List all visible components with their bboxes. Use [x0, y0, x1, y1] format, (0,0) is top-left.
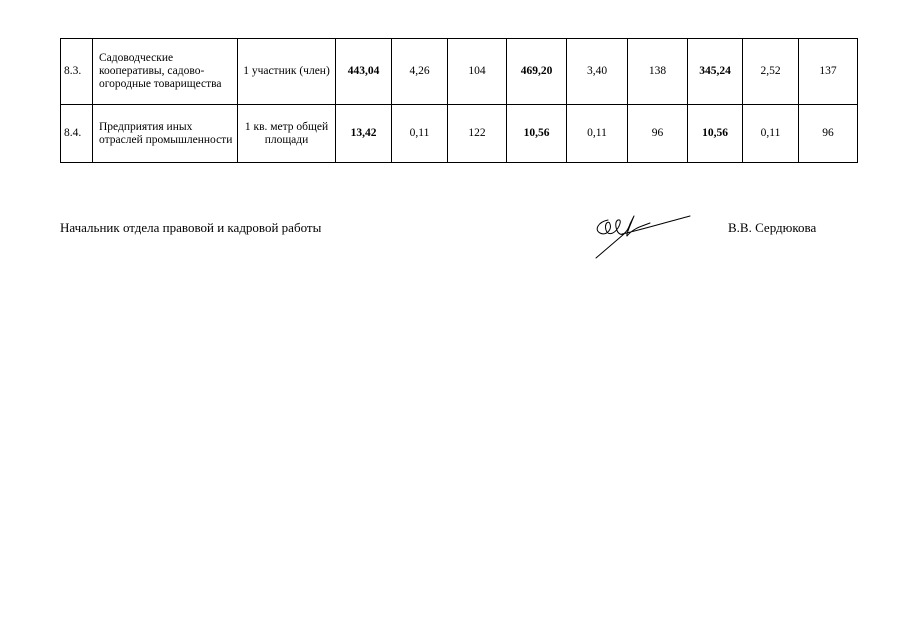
- value-cell: 0,11: [392, 105, 448, 163]
- row-number: 8.3.: [61, 39, 93, 105]
- value-cell: 96: [799, 105, 858, 163]
- value-cell: 104: [448, 39, 507, 105]
- value-cell: 96: [628, 105, 688, 163]
- value-cell: 13,42: [336, 105, 392, 163]
- value-cell: 3,40: [567, 39, 628, 105]
- value-cell: 469,20: [507, 39, 567, 105]
- value-cell: 0,11: [743, 105, 799, 163]
- data-table: [60, 38, 858, 163]
- category-name: Садоводческие кооперативы, садово-огородные товарищества: [93, 39, 238, 105]
- unit-cell: 1 участник (член): [238, 39, 336, 105]
- position-title: Начальник отдела правовой и кадровой работы: [60, 220, 322, 235]
- value-cell: 138: [628, 39, 688, 105]
- value-cell: 4,26: [392, 39, 448, 105]
- category-name: Предприятия иных отраслей промышленности: [93, 105, 238, 163]
- person-name: В.В. Сердюкова: [728, 220, 817, 235]
- unit-cell: 1 кв. метр общей площади: [238, 105, 336, 163]
- value-cell: 0,11: [567, 105, 628, 163]
- value-cell: 443,04: [336, 39, 392, 105]
- value-cell: 10,56: [688, 105, 743, 163]
- handwritten-signature: [590, 206, 695, 261]
- value-cell: 122: [448, 105, 507, 163]
- value-cell: 137: [799, 39, 858, 105]
- value-cell: 10,56: [507, 105, 567, 163]
- table-row: [61, 105, 858, 163]
- signature-block: [60, 218, 850, 268]
- table-row: [61, 39, 858, 105]
- value-cell: 2,52: [743, 39, 799, 105]
- value-cell: 345,24: [688, 39, 743, 105]
- row-number: 8.4.: [61, 105, 93, 163]
